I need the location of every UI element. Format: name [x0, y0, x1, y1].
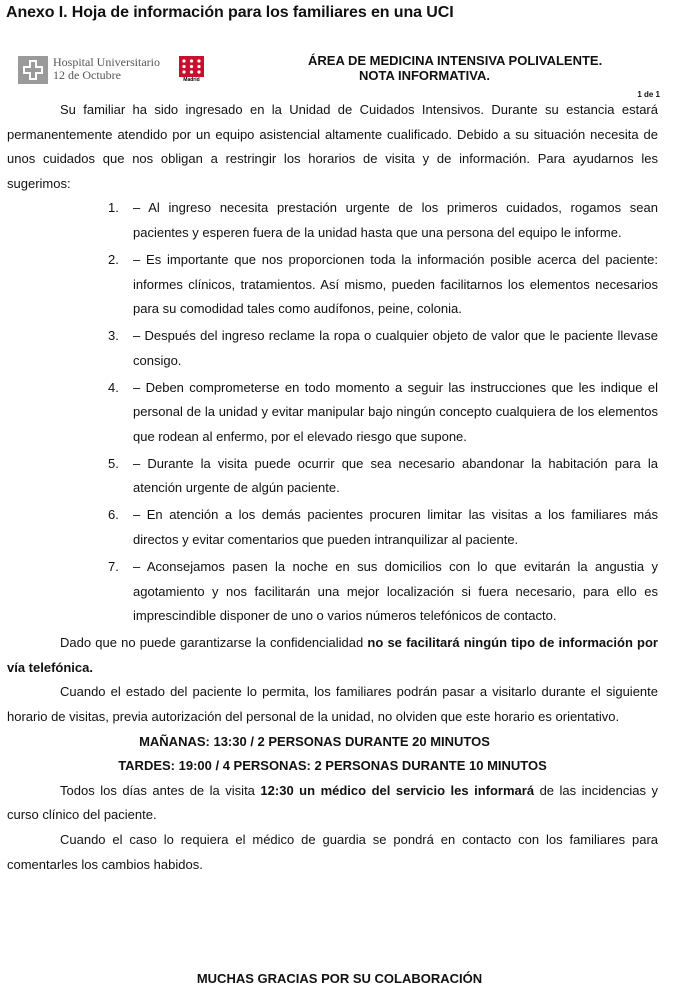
schedule-afternoon: TARDES: 19:00 / 4 PERSONAS: 2 PERSONAS DURANTE 10 MINUTOS — [118, 758, 547, 774]
list-item-number: 1. — [108, 200, 119, 216]
annex-title: Anexo I. Hoja de información para los familiares en una UCI — [6, 4, 454, 21]
visits-paragraph: Cuando el estado del paciente lo permita, los familiares podrán pasar a visitarlo durante el siguiente horario de visitas, previa autorización del personal de la unidad, no olviden que este horario es orientativo. — [7, 684, 658, 724]
list-item-text: – En atención a los demás pacientes procuren limitar las visitas a los familiares más directos y evitar comentarios que pueden intranquilizar al paciente. — [133, 507, 658, 548]
on-call-paragraph: Cuando el caso lo requiera el médico de guardia se pondrá en contacto con los familiares para comentarles los cambios habidos. — [7, 831, 658, 872]
doctor-info-text-end: de las incidencias y curso clínico del paciente. — [7, 782, 658, 823]
list-item-number: 3. — [108, 328, 119, 344]
area-title: ÁREA DE MEDICINA INTENSIVA POLIVALENTE. — [308, 53, 603, 68]
schedule-morning: MAÑANAS: 13:30 / 2 PERSONAS DURANTE 20 MINUTOS — [139, 733, 490, 749]
list-item-number: 7. — [108, 559, 119, 575]
visit-schedule — [7, 730, 658, 779]
doctor-info-bold-text: 12:30 un médico del servicio les informará — [260, 782, 535, 798]
list-item-text: – Al ingreso necesita prestación urgente de los primeros cuidados, rogamos sean pacientes y esperen fuera de la unidad hasta que una persona del equipo le informe. — [133, 200, 658, 240]
document-body — [7, 98, 658, 877]
list-item-text: – Después del ingreso reclame la ropa o cualquier objeto de valor que le paciente llevase consigo. — [133, 328, 658, 368]
hospital-logo — [18, 56, 204, 84]
intro-paragraph: Su familiar ha sido ingresado en la Unidad de Cuidados Intensivos. Durante su estancia estará permanentemente atendido por un equipo asistencial altamente cualificado. Debido a su situación necesita de unos cuidados que nos obligan a restringir los horarios de visita y de información. Para ayudarnos les sugerimos: — [7, 102, 658, 191]
list-item — [7, 248, 658, 322]
recommendations-list — [7, 196, 658, 628]
hospital-name-line2: 12 de Octubre — [53, 68, 121, 82]
confidentiality-paragraph — [7, 631, 658, 680]
list-item-number: 6. — [108, 507, 119, 523]
closing-message: MUCHAS GRACIAS POR SU COLABORACIÓN — [196, 971, 483, 986]
confidentiality-bold-text: no se facilitará ningún tipo de información por vía telefónica. — [7, 635, 658, 675]
list-item — [7, 324, 658, 373]
hospital-name — [53, 56, 160, 82]
list-item — [7, 376, 658, 450]
hospital-cross-logo-icon — [18, 56, 48, 84]
confidentiality-text: Dado que no puede garantizarse la confidencialidad — [60, 635, 368, 651]
madrid-stars-icon — [179, 56, 204, 77]
area-subtitle: NOTA INFORMATIVA. — [359, 68, 490, 83]
list-item-text: – Es importante que nos proporcionen toda la información posible acerca del paciente: informes clínicos, tratamientos. Así mismo, pueden facilitarnos los elementos necesarios para su comodidad tales como audífonos, peine, colonia. — [133, 251, 658, 317]
list-item-number: 4. — [108, 379, 119, 395]
list-item — [7, 503, 658, 552]
madrid-label: Madrid — [183, 77, 200, 83]
list-item-number: 2. — [108, 251, 119, 267]
list-item-text: – Aconsejamos pasen la noche en sus domicilios con lo que evitarán la angustia y agotamiento y nos facilitarán una mejor localización si fuera necesario, para ello es imprescindible disponer de uno o varios números telefónicos de contacto. — [133, 559, 658, 624]
list-item — [7, 196, 658, 245]
hospital-name-line1: Hospital Universitario — [53, 55, 160, 69]
list-item — [7, 452, 658, 501]
area-header — [308, 53, 602, 83]
doctor-info-paragraph — [7, 779, 658, 828]
list-item-text: – Deben comprometerse en todo momento a seguir las instrucciones que les indique el personal de la unidad y evitar manipular bajo ningún concepto cualquiera de los elementos que rodean al enfermo, por el elevado riesgo que supone. — [133, 379, 658, 444]
list-item — [7, 555, 658, 629]
doctor-info-text: Todos los días antes de la visita — [60, 782, 261, 798]
list-item-number: 5. — [108, 455, 119, 471]
madrid-badge — [179, 56, 204, 84]
page-number: 1 de 1 — [637, 90, 660, 99]
list-item-text: – Durante la visita puede ocurrir que sea necesario abandonar la habitación para la atención urgente de algún paciente. — [133, 455, 658, 496]
